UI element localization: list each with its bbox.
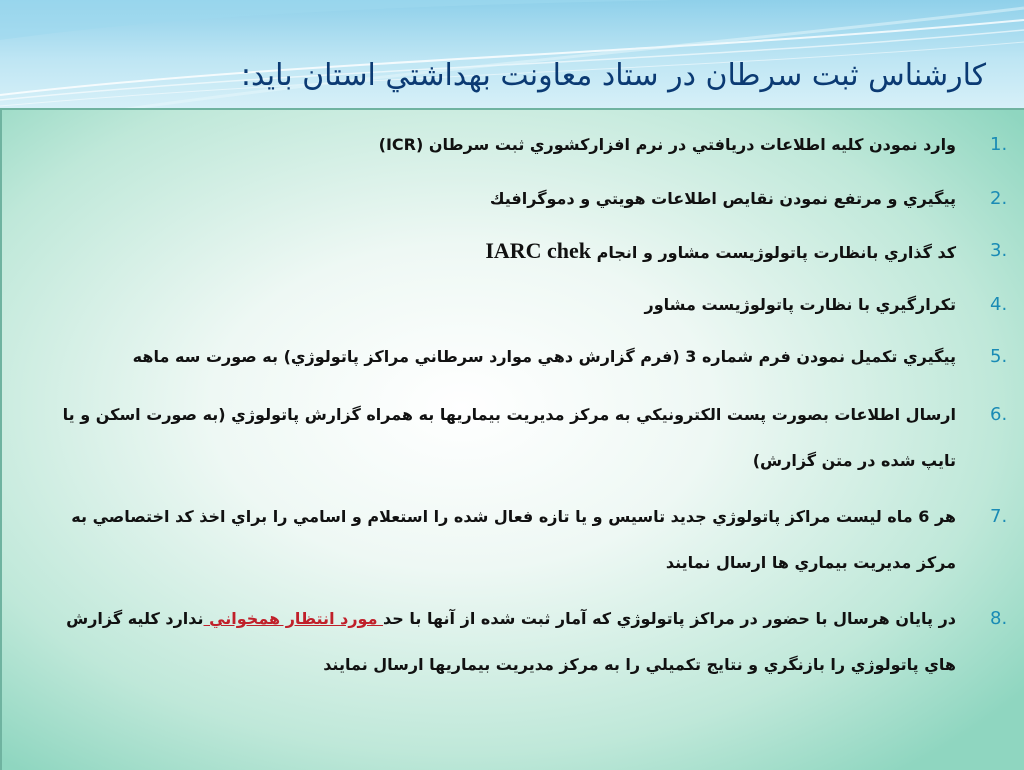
list-number: 6. — [990, 404, 1008, 425]
wave-decoration — [0, 0, 1024, 110]
list-item-text-after: ندارد كليه گزارش هاي پاتولوژي را بازنگري و نتايج تكميلي را به مركز مديريت بيماريها ارسال نمايند — [66, 609, 956, 674]
list-item — [18, 288, 1018, 322]
list-item — [18, 130, 1018, 160]
list-number: 8. — [990, 608, 1008, 629]
list-item — [18, 596, 1018, 688]
list-number: 4. — [990, 294, 1008, 315]
iarc-check-text: IARC chek — [485, 238, 592, 263]
list-number: 1. — [990, 134, 1008, 155]
list-number: 7. — [990, 506, 1008, 527]
list-number: 5. — [990, 346, 1008, 367]
highlighted-text: مورد انتظار همخواني — [203, 609, 384, 628]
slide-header — [0, 0, 1024, 110]
list-item-text: در پايان هرسال با حضور در مراكز پاتولوژي كه آمار ثبت شده از آنها با حد — [383, 609, 956, 628]
list-item — [18, 392, 1018, 484]
list-item — [18, 340, 1018, 374]
list-item-text: كد گذاري بانظارت پاتولوژيست مشاور و انجام — [596, 243, 956, 262]
list-item-text: هر 6 ماه ليست مراكز پاتولوژي جديد تاسيس و يا تازه فعال شده را استعلام و اسامي را براي اخذ كد اختصاصي به مركز مديريت بيماري ها ارسال نمايند — [71, 507, 956, 572]
list-item — [18, 182, 1018, 216]
list-item — [18, 234, 1018, 270]
list-number: 2. — [990, 188, 1008, 209]
list-item-text: پيگيري تكميل نمودن فرم شماره 3 (فرم گزارش دهي موارد سرطاني مراكز پاتولوژي) به صورت سه ماهه — [132, 347, 956, 366]
list-item-text: تكرارگيري با نظارت پاتولوژيست مشاور — [644, 295, 956, 314]
list-item-text: ارسال اطلاعات بصورت پست الكترونيكي به مركز مديريت بيماريها به همراه گزارش پاتولوژي (به صورت اسكن و يا تايپ شده در متن گزارش) — [62, 405, 956, 470]
list-item — [18, 494, 1018, 586]
slide-title: کارشناس ثبت سرطان در ستاد معاونت بهداشتي استان بايد: — [240, 58, 986, 93]
list-item-text: وارد نمودن كليه اطلاعات دريافتي در نرم افزاركشوري ثبت سرطان (ICR) — [378, 135, 956, 154]
numbered-list — [18, 130, 1018, 698]
slide-body — [0, 108, 1024, 770]
list-number: 3. — [990, 240, 1008, 261]
list-item-text: پيگيري و مرتفع نمودن نقايص اطلاعات هويتي و دموگرافيك — [489, 189, 956, 208]
